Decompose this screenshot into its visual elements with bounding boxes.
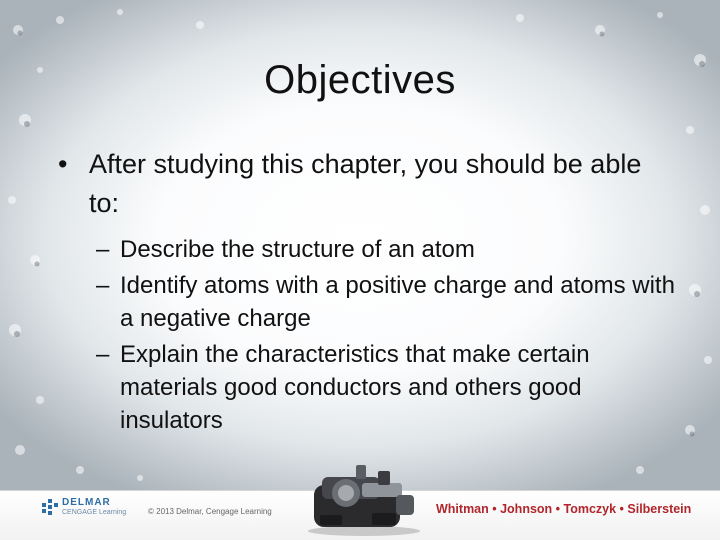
sub-bullet-item: [96, 338, 678, 437]
authors-text: Whitman • Johnson • Tomczyk • Silberstein: [436, 502, 692, 516]
sub-bullet-text: Describe the structure of an atom: [120, 236, 475, 263]
bullet-text: After studying this chapter, you should be able to:: [89, 149, 642, 218]
slide-content: [58, 145, 678, 440]
sub-bullet-item: [96, 269, 678, 335]
copyright-text: © 2013 Delmar, Cengage Learning: [148, 507, 272, 516]
slide-title: Objectives: [264, 58, 456, 102]
sub-bullet-item: [96, 233, 678, 266]
bullet-item: [58, 145, 678, 223]
sub-bullet-marker: –: [96, 272, 110, 299]
logo-subtext: CENGAGE Learning: [62, 509, 127, 516]
bullet-marker: •: [58, 149, 68, 179]
logo-wordmark: DELMAR: [62, 497, 111, 508]
sub-bullet-text: Identify atoms with a positive charge and atoms with a negative charge: [120, 272, 675, 332]
compressor-machine-icon: [300, 455, 428, 537]
sub-bullet-marker: –: [96, 236, 110, 263]
sub-bullet-marker: –: [96, 341, 110, 368]
sub-bullet-list: [96, 233, 678, 437]
sub-bullet-text: Explain the characteristics that make certain materials good conductors and others good insulators: [120, 341, 590, 434]
